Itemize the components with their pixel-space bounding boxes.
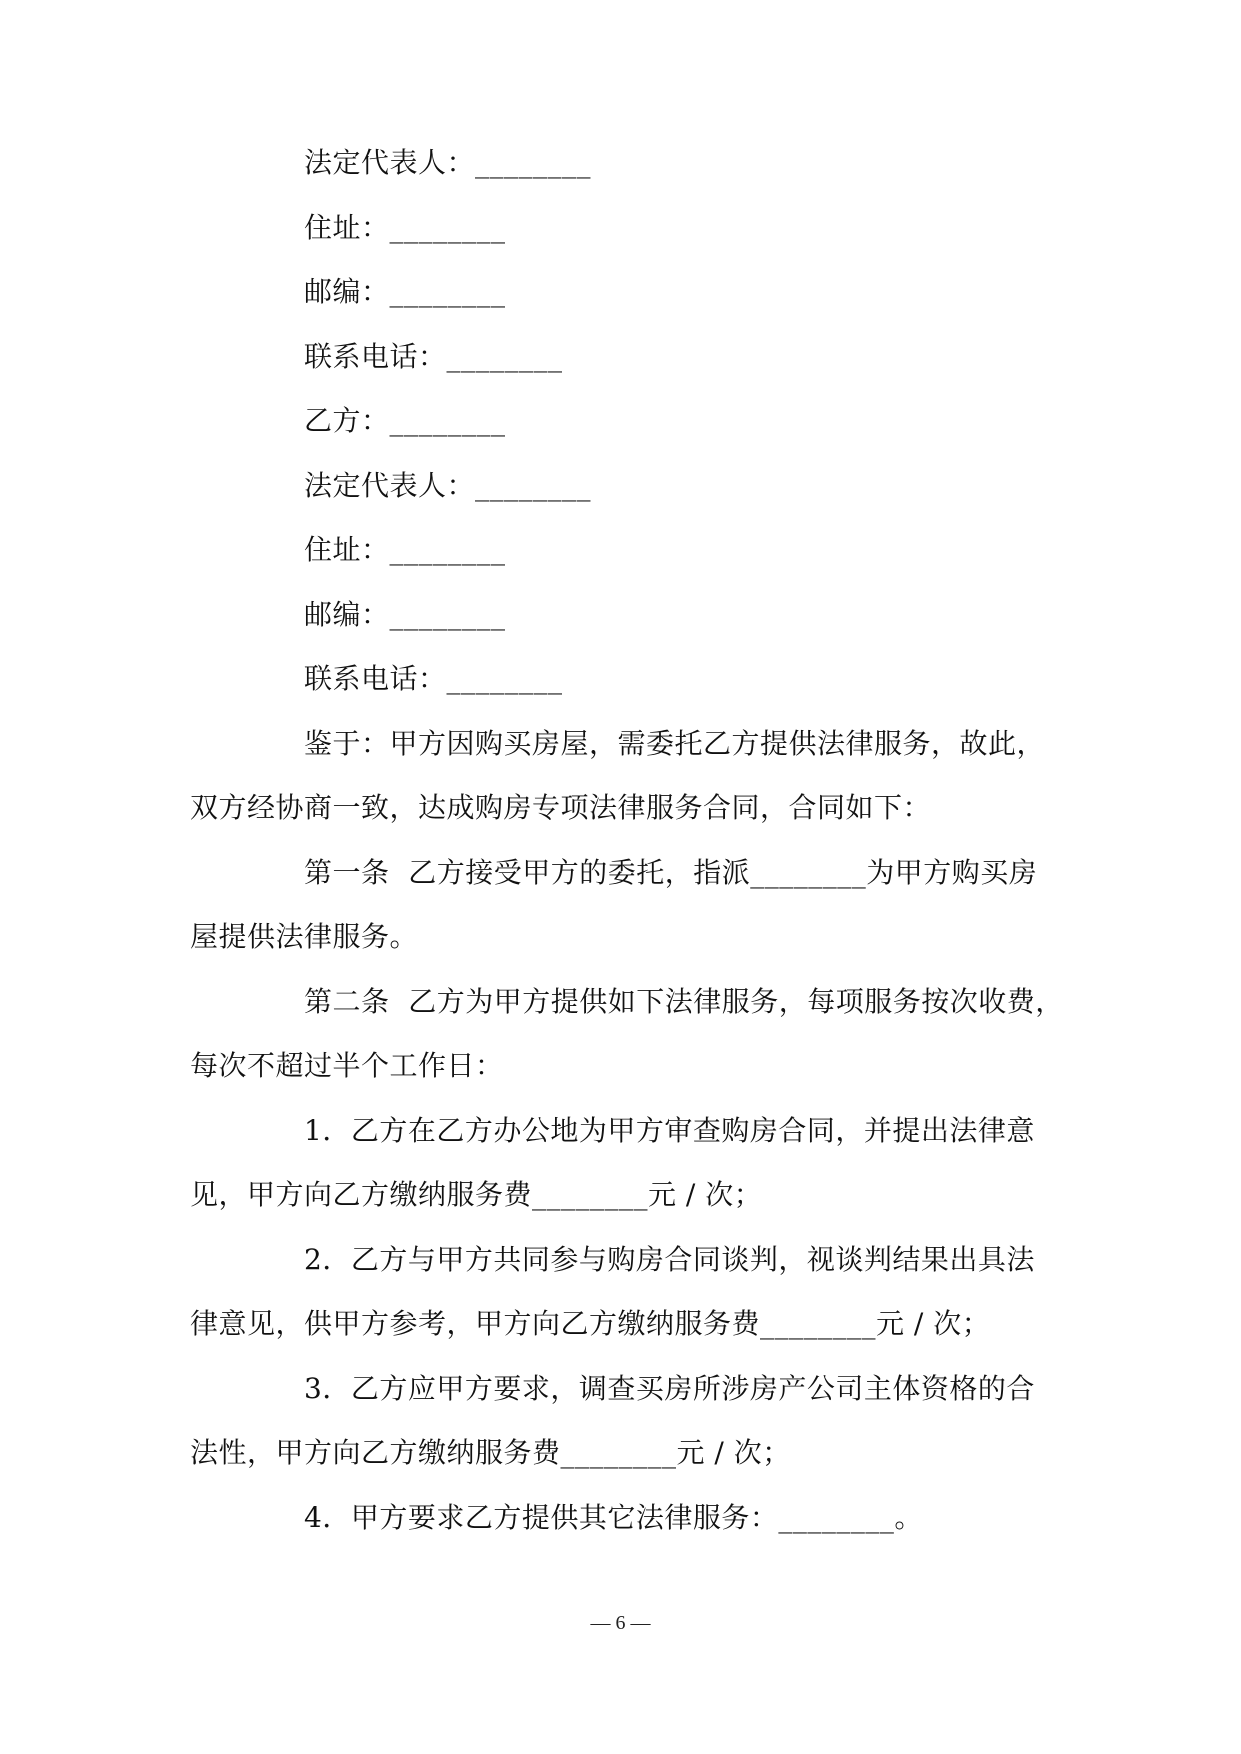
contract-body <box>190 131 1070 1550</box>
phone-line-a: 联系电话：________ <box>304 339 563 373</box>
item-4-line: 4．甲方要求乙方提供其它法律服务：________。 <box>304 1500 923 1534</box>
article-2-line-1: 第二条 乙方为甲方提供如下法律服务，每项服务按次收费， <box>304 984 1064 1018</box>
postcode-line-a: 邮编：________ <box>304 275 506 308</box>
item-2-line-1: 2．乙方与甲方共同参与购房合同谈判，视谈判结果出具法 <box>304 1242 1035 1276</box>
article-2-line-2: 每次不超过半个工作日： <box>190 1049 504 1082</box>
address-line-b: 住址：________ <box>304 533 506 566</box>
article-1-line-2: 屋提供法律服务。 <box>190 920 419 953</box>
item-1-line-1: 1．乙方在乙方办公地为甲方审查购房合同，并提出法律意 <box>304 1113 1035 1147</box>
article-1-line-1: 第一条 乙方接受甲方的委托，指派________为甲方购买房 <box>304 855 1038 889</box>
item-1-line-2: 见，甲方向乙方缴纳服务费________元 / 次； <box>190 1178 763 1211</box>
legal-representative-line-b: 法定代表人：________ <box>304 468 592 502</box>
phone-line-b: 联系电话：________ <box>304 662 563 695</box>
postcode-line-b: 邮编：________ <box>304 597 506 631</box>
page-number: — 6 — <box>590 1612 651 1634</box>
item-3-line-1: 3．乙方应甲方要求，调查买房所涉房产公司主体资格的合 <box>304 1371 1035 1405</box>
item-2-line-2: 律意见，供甲方参考，甲方向乙方缴纳服务费________元 / 次； <box>190 1307 991 1340</box>
legal-representative-line-a: 法定代表人：________ <box>304 146 592 179</box>
party-b-line: 乙方：________ <box>304 404 506 437</box>
address-line-a: 住址：________ <box>304 210 506 244</box>
preamble-line-1: 鉴于：甲方因购买房屋，需委托乙方提供法律服务，故此， <box>304 726 1046 760</box>
item-3-line-2: 法性，甲方向乙方缴纳服务费________元 / 次； <box>190 1436 791 1469</box>
preamble-line-2: 双方经协商一致，达成购房专项法律服务合同，合同如下： <box>190 791 932 824</box>
